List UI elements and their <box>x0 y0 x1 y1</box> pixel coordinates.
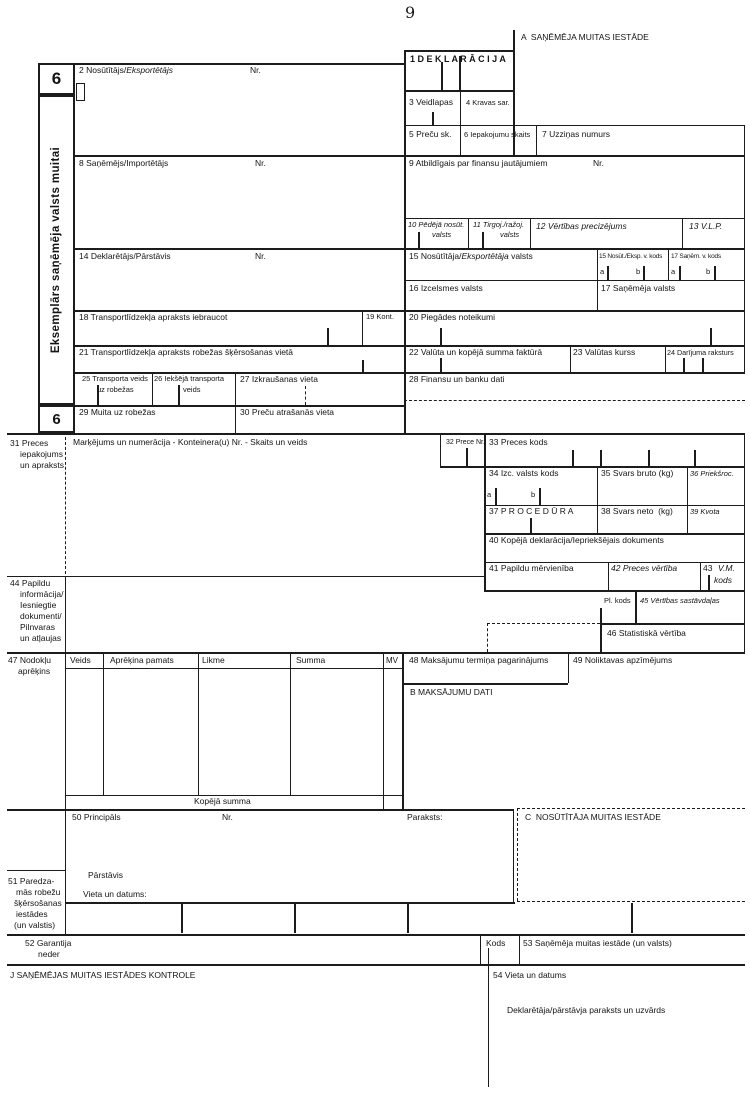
box20-label: 20 Piegādes noteikumi <box>409 312 496 322</box>
box14-label: 14 Deklarētājs/Pārstāvis <box>79 251 171 261</box>
tick <box>631 903 633 933</box>
tick <box>572 450 574 466</box>
box1-label: 1 D E K L A R Ā C I J A <box>410 54 506 64</box>
box50-parstavis-label: Pārstāvis <box>88 870 123 880</box>
box14-nr-label: Nr. <box>255 251 266 261</box>
tick <box>495 488 497 505</box>
box45-pl-kods-label: Pl. kods <box>604 596 631 605</box>
dashed-divider <box>517 808 745 809</box>
divider <box>668 248 669 280</box>
box51-label-line3: šķērsošanas <box>14 898 62 908</box>
box44-label-line5: Pilnvaras <box>20 622 55 632</box>
box51-label-line2: mās robežu <box>16 887 61 897</box>
page-number: 9 <box>405 3 416 22</box>
box29-label: 29 Muita uz robežas <box>79 407 156 417</box>
divider <box>488 948 489 1087</box>
box37-label: 37 P R O C E D Ū R A <box>489 506 574 516</box>
box43-label: V.M. <box>718 563 735 573</box>
box2-nr-label: Nr. <box>250 65 261 75</box>
divider <box>383 652 384 809</box>
box26-label-line2: veids <box>183 385 201 394</box>
divider <box>568 652 569 683</box>
box50-nr-label: Nr. <box>222 812 233 822</box>
divider <box>65 668 402 669</box>
divider <box>600 623 745 625</box>
box34-label: 34 Izc. valsts kods <box>489 468 559 478</box>
tick <box>539 488 541 505</box>
divider <box>460 90 461 155</box>
box17-code-label: 17 Saņēm. v. kods <box>671 253 721 260</box>
divider <box>700 562 701 590</box>
box44-label: 44 Papildu <box>10 578 51 588</box>
box48-label: 48 Maksājumu termiņa pagarinājums <box>409 655 549 665</box>
tick <box>648 450 650 466</box>
section-b-header: B MAKSĀJUMU DATI <box>410 687 493 697</box>
box42-label: 42 Preces vērtība <box>611 563 678 573</box>
box17c-sub-a: a <box>671 267 676 276</box>
divider <box>597 248 598 310</box>
box34-sub-b: b <box>531 490 536 499</box>
tick <box>530 518 532 533</box>
divider <box>7 809 513 811</box>
box18-label: 18 Transportlīdzekļa apraksts iebraucot <box>79 312 228 322</box>
dashed-divider <box>517 808 518 901</box>
divider <box>530 218 531 248</box>
box36-label: 36 Priekšroc. <box>690 469 734 478</box>
box11-label: 11 Tirgoj./ražoj. <box>473 220 525 229</box>
tick <box>327 328 329 345</box>
box6-label: 6 Iepakojumu skaits <box>464 130 531 139</box>
box54-label: 54 Vieta un datums <box>493 970 567 980</box>
tax-col-summa: Summa <box>296 655 326 665</box>
box44-label-line2: informācija/ <box>20 589 64 599</box>
tick <box>702 358 704 372</box>
box15a-sub-b: b <box>636 267 641 276</box>
divider <box>513 809 514 902</box>
box23-label: 23 Valūtas kurss <box>573 347 636 357</box>
divider <box>198 652 199 795</box>
box32-label: 32 Prece Nr. <box>446 439 485 446</box>
box27-label: 27 Izkraušanas vieta <box>240 374 318 384</box>
box44-label-line4: dokumenti/ <box>20 611 62 621</box>
box15-label <box>409 252 533 262</box>
tick <box>181 903 183 933</box>
dashed-divider <box>517 901 745 902</box>
section-a-header: A SAŅĒMĒJA MUITAS IESTĀDE <box>521 32 649 42</box>
tick <box>362 360 364 372</box>
divider <box>484 590 745 592</box>
box39-label: 39 Kvota <box>690 507 720 516</box>
dashed-divider <box>404 400 745 401</box>
box15-label-text: 15 Nosūtītāja/ <box>409 251 462 261</box>
tick <box>694 450 696 466</box>
box47-label: 47 Nodokļu <box>8 655 52 665</box>
divider <box>570 345 571 372</box>
tax-total-label: Kopējā summa <box>194 796 251 806</box>
tick <box>714 266 716 280</box>
box47-label-line2: aprēķins <box>18 666 51 676</box>
box15a-sub-a: a <box>600 267 605 276</box>
divider <box>7 870 65 871</box>
box15-label-suffix: valsts <box>508 251 533 261</box>
tick <box>466 448 468 466</box>
divider <box>404 280 745 281</box>
box26-label: 26 Iekšējā transporta <box>154 374 225 383</box>
tick <box>683 358 685 372</box>
divider <box>404 683 568 685</box>
box13-label: 13 V.L.P. <box>689 221 723 231</box>
box34-sub-a: a <box>487 490 492 499</box>
divider <box>404 125 745 126</box>
tick <box>440 358 442 372</box>
dashed-divider <box>65 437 66 574</box>
divider <box>7 652 745 654</box>
divider <box>235 372 236 433</box>
box51-label: 51 Paredza- <box>8 876 55 886</box>
box44-label-line3: Iesniegtie <box>20 600 57 610</box>
tax-col-veids: Veids <box>70 655 91 665</box>
tick <box>441 62 443 90</box>
box38-label: 38 Svars neto (kg) <box>601 506 673 516</box>
tick <box>607 266 609 280</box>
section-c-header: C NOSŪTĪTĀJA MUITAS IESTĀDE <box>525 812 661 822</box>
tick <box>643 266 645 280</box>
box25-label-line2: uz robežas <box>97 385 134 394</box>
box53-label: 53 Saņēmēja muitas iestāde (un valsts) <box>523 938 672 948</box>
section-j-header: J SAŅĒMĒJAS MUITAS IESTĀDES KONTROLE <box>10 970 196 980</box>
divider <box>600 608 602 652</box>
box33-label: 33 Preces kods <box>489 437 548 447</box>
box7-label: 7 Uzziņas numurs <box>542 129 611 139</box>
box44-label-line6: un atļaujas <box>20 633 62 643</box>
box25-label: 25 Transporta veids <box>82 374 148 383</box>
box31-label: 31 Preces <box>10 438 49 448</box>
box43-number: 43 <box>703 563 713 573</box>
dashed-divider <box>487 623 488 652</box>
box16-label: 16 Izcelsmes valsts <box>409 283 483 293</box>
divider <box>440 433 441 466</box>
dashed-divider <box>487 623 600 624</box>
divider <box>608 562 609 590</box>
divider <box>519 934 520 964</box>
tick <box>178 385 180 405</box>
tick <box>482 232 484 248</box>
tick <box>710 328 712 345</box>
box24-label: 24 Darījuma raksturs <box>667 348 734 357</box>
divider <box>290 652 291 795</box>
box50-vieta-datums-label: Vieta un datums: <box>83 889 147 899</box>
box31-label-line3: un apraksts <box>20 460 64 470</box>
box31-label-line2: iepakojums <box>20 449 63 459</box>
divider <box>480 934 481 964</box>
divider <box>682 218 683 248</box>
divider <box>65 902 515 904</box>
divider <box>7 576 484 577</box>
divider <box>152 372 153 405</box>
copy-number-top: 6 <box>38 63 75 95</box>
box31-marks-header: Marķējums un numerācija - Konteinera(u) Nr. - Skaits un veids <box>73 437 308 447</box>
box21-label: 21 Transportlīdzekļa apraksts robežas šķērsošanas vietā <box>79 347 294 357</box>
tick <box>432 112 434 125</box>
divider <box>7 964 745 966</box>
divider <box>404 218 745 219</box>
divider <box>103 652 104 795</box>
box45-label: 45 Vērtības sastāvdaļas <box>640 596 720 605</box>
box15a-code-label: 15 Nosūt./Eksp. v. kods <box>599 253 663 260</box>
divider <box>404 50 406 433</box>
divider <box>468 218 469 248</box>
box22-label: 22 Valūta un kopējā summa faktūrā <box>409 347 543 357</box>
box8-label: 8 Saņēmējs/Importētājs <box>79 158 169 168</box>
tick <box>708 575 710 590</box>
box49-label: 49 Noliktavas apzīmējums <box>573 655 673 665</box>
box9-nr-label: Nr. <box>593 158 604 168</box>
divider <box>402 652 404 809</box>
box41-label: 41 Papildu mērvienība <box>489 563 574 573</box>
box2-label <box>79 66 173 76</box>
box10-label: 10 Pēdējā nosūt. <box>408 220 465 229</box>
box15-label-italic: Eksportētāja <box>461 251 509 261</box>
tick <box>294 903 296 933</box>
tax-col-likme: Likme <box>202 655 225 665</box>
divider <box>744 125 745 372</box>
box10-label-line2: valsts <box>432 230 452 239</box>
copy-number-bottom: 6 <box>38 405 75 433</box>
divider <box>484 433 486 590</box>
box8-nr-label: Nr. <box>255 158 266 168</box>
box52-label-line2: neder <box>38 949 60 959</box>
divider <box>65 576 66 934</box>
box30-label: 30 Preču atrašanās vieta <box>240 407 335 417</box>
declarant-signature-label: Deklarētāja/pārstāvja paraksts un uzvārds <box>507 1005 666 1015</box>
box52-kods-label: Kods <box>486 938 506 948</box>
box2-label-italic: Eksportētājs <box>126 65 174 75</box>
divider <box>536 125 537 155</box>
divider <box>635 590 637 623</box>
box12-label: 12 Vērtības precizējums <box>536 221 627 231</box>
divider <box>75 155 745 157</box>
box5-label: 5 Preču sk. <box>409 129 452 139</box>
box50-label: 50 Principāls <box>72 812 121 822</box>
box52-label: 52 Garantija <box>25 938 72 948</box>
divider <box>404 90 513 92</box>
tax-col-mv: MV <box>386 656 398 665</box>
box4-label: 4 Kravas sar. <box>466 98 510 107</box>
dashed-tick <box>305 386 306 405</box>
divider <box>7 433 745 435</box>
tax-col-aprekina-pamats: Aprēķina pamats <box>110 655 174 665</box>
box9-label: 9 Atbildīgais par finansu jautājumiem <box>409 158 548 168</box>
divider <box>75 248 745 250</box>
box43-label-line2: kods <box>714 575 732 585</box>
tick <box>679 266 681 280</box>
box19-label: 19 Kont. <box>366 312 394 321</box>
tick <box>407 903 409 933</box>
box11-label-line2: valsts <box>500 230 520 239</box>
divider <box>744 433 745 652</box>
box2-label-text: 2 Nosūtītājs/ <box>79 65 127 75</box>
box51-label-line4: iestādes <box>16 909 48 919</box>
tick <box>600 450 602 466</box>
divider <box>665 345 666 372</box>
divider <box>7 934 745 936</box>
tick <box>440 328 442 345</box>
box50-paraksts-label: Paraksts: <box>407 812 443 822</box>
divider <box>362 310 363 345</box>
divider <box>687 466 688 533</box>
tick <box>418 232 420 248</box>
box17-label: 17 Saņēmēja valsts <box>601 283 676 293</box>
box51-label-line5: (un valstis) <box>14 920 56 930</box>
box40-label: 40 Kopējā deklarācija/Iepriekšējais dokuments <box>489 535 664 545</box>
copy-edition-label: Eksemplārs saņēmēja valsts muitai <box>50 146 62 354</box>
divider <box>597 466 598 533</box>
divider <box>404 50 513 52</box>
box28-label: 28 Finansu un banku dati <box>409 374 505 384</box>
box3-label: 3 Veidlapas <box>409 97 453 107</box>
box46-label: 46 Statistiskā vērtība <box>607 628 686 638</box>
consignor-code-box <box>76 83 85 101</box>
box17c-sub-b: b <box>706 267 711 276</box>
box35-label: 35 Svars bruto (kg) <box>601 468 674 478</box>
